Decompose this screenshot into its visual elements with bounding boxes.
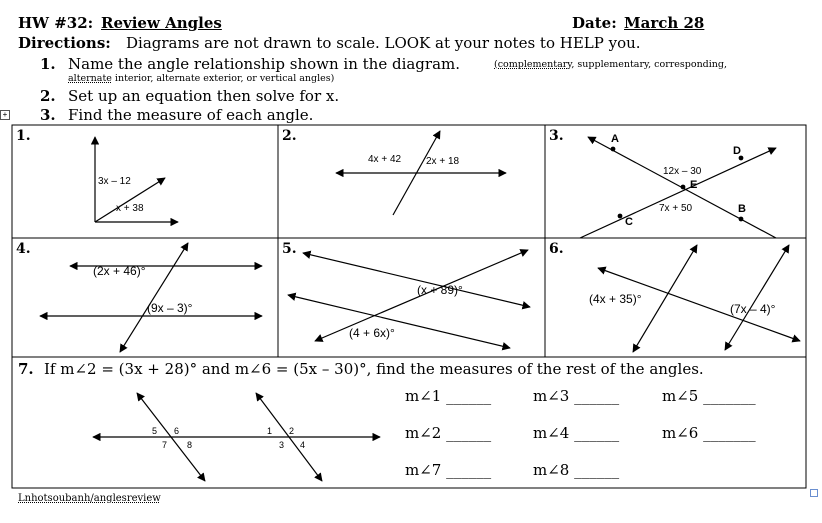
p1-label-bottom: x + 38: [116, 203, 144, 214]
p7-angle-4: 4: [300, 440, 306, 450]
answer-m1-blank[interactable]: ______: [446, 387, 492, 405]
direction-text-3: Find the measure of each angle.: [68, 106, 314, 124]
p2-label-right: 2x + 18: [426, 156, 460, 167]
p3-label-bottom: 7x + 50: [659, 203, 693, 214]
problem-7-number: 7.: [18, 360, 34, 378]
answer-m4[interactable]: [533, 424, 619, 442]
p3-point-e: [681, 185, 686, 190]
p4-transversal: [120, 243, 188, 352]
p5-label-top: (x + 89)°: [417, 283, 463, 297]
answer-m3-blank[interactable]: ______: [574, 387, 620, 405]
problem-5-number: 5.: [282, 241, 297, 257]
p6-parallel-left: [633, 245, 697, 352]
answer-m5[interactable]: [662, 387, 756, 405]
note-rest-2: interior, alternate exterior, or vertical angles): [111, 73, 335, 84]
direction-text-2: Set up an equation then solve for x.: [68, 87, 340, 105]
p3-point-b-label: B: [738, 203, 746, 215]
answer-m4-label: m∠4: [533, 424, 570, 442]
answer-m2-blank[interactable]: ______: [446, 424, 492, 442]
problem-7-text: If m∠2 = (3x + 28)° and m∠6 = (5x – 30)°, find the measures of the rest of the angles.: [44, 360, 704, 378]
answer-m7[interactable]: [405, 461, 491, 479]
answer-m4-blank[interactable]: ______: [574, 424, 620, 442]
answer-m1[interactable]: [405, 387, 491, 405]
directions-text: Diagrams are not drawn to scale. LOOK at your notes to HELP you.: [126, 34, 641, 52]
p7-angle-8: 8: [187, 440, 193, 450]
table-anchor-icon: +: [0, 110, 10, 120]
p7-angle-6: 6: [174, 426, 180, 436]
directions-label: Directions:: [18, 34, 111, 52]
answer-m7-label: m∠7: [405, 461, 442, 479]
answer-m3-label: m∠3: [533, 387, 570, 405]
p3-line-cd: [580, 148, 776, 238]
answer-m6-label: m∠6: [662, 424, 699, 442]
p4-label-bottom: (9x – 3)°: [147, 301, 193, 315]
p7-angle-7: 7: [162, 440, 168, 450]
answer-m5-label: m∠5: [662, 387, 699, 405]
answer-m7-blank[interactable]: ______: [446, 461, 492, 479]
p3-point-a: [611, 147, 616, 152]
p3-point-c-label: C: [625, 216, 633, 228]
p7-angle-3: 3: [279, 440, 285, 450]
direction-num-1: 1.: [40, 55, 56, 73]
p3-point-d-label: D: [733, 145, 741, 157]
p6-parallel-right: [725, 245, 789, 350]
p2-label-left: 4x + 42: [368, 154, 402, 165]
hw-number: HW #32:: [18, 14, 94, 32]
answer-m2-label: m∠2: [405, 424, 442, 442]
p5-label-bottom: (4 + 6x)°: [349, 326, 395, 340]
problem-1-number: 1.: [16, 128, 31, 144]
answer-m5-blank[interactable]: _______: [703, 387, 756, 405]
answer-m6-blank[interactable]: _______: [703, 424, 756, 442]
p7-angle-1: 1: [267, 426, 273, 436]
footer-source: Lnhotsoubanh/anglesreview: [18, 493, 161, 504]
p3-point-e-label: E: [690, 179, 698, 191]
direction-num-2: 2.: [40, 87, 56, 105]
p3-point-c: [618, 214, 623, 219]
date-value: March 28: [624, 14, 705, 32]
problem-2-number: 2.: [282, 128, 297, 144]
problem-4-number: 4.: [16, 241, 31, 257]
p7-angle-5: 5: [152, 426, 158, 436]
note-complementary: (complementary: [494, 59, 572, 70]
problem-3-number: 3.: [549, 128, 564, 144]
p3-point-a-label: A: [611, 133, 619, 145]
direction-num-3: 3.: [40, 106, 56, 124]
problem-6-number: 6.: [549, 241, 564, 257]
p3-point-b: [739, 217, 744, 222]
note-alternate: alternate: [68, 73, 112, 84]
answer-m3[interactable]: [533, 387, 619, 405]
p5-parallel-bottom: [288, 295, 510, 348]
p5-parallel-top: [303, 253, 530, 307]
note-rest: , supplementary, corresponding,: [571, 59, 728, 70]
p7-angle-2: 2: [289, 426, 295, 436]
answer-m6[interactable]: [662, 424, 756, 442]
p6-label-left: (4x + 35)°: [589, 292, 642, 306]
date-label: Date:: [572, 14, 617, 32]
p3-label-top: 12x – 30: [663, 166, 702, 177]
answer-m8-label: m∠8: [533, 461, 570, 479]
answer-m2[interactable]: [405, 424, 491, 442]
resize-handle[interactable]: [810, 489, 818, 497]
p4-label-top: (2x + 46)°: [93, 264, 146, 278]
answer-m8[interactable]: [533, 461, 619, 479]
direction-text-1: Name the angle relationship shown in the diagram.: [68, 55, 461, 73]
p1-label-top: 3x – 12: [98, 176, 131, 187]
answer-m8-blank[interactable]: ______: [574, 461, 620, 479]
p6-label-right: (7x – 4)°: [730, 302, 776, 316]
answer-m1-label: m∠1: [405, 387, 442, 405]
page-title: Review Angles: [101, 14, 222, 32]
